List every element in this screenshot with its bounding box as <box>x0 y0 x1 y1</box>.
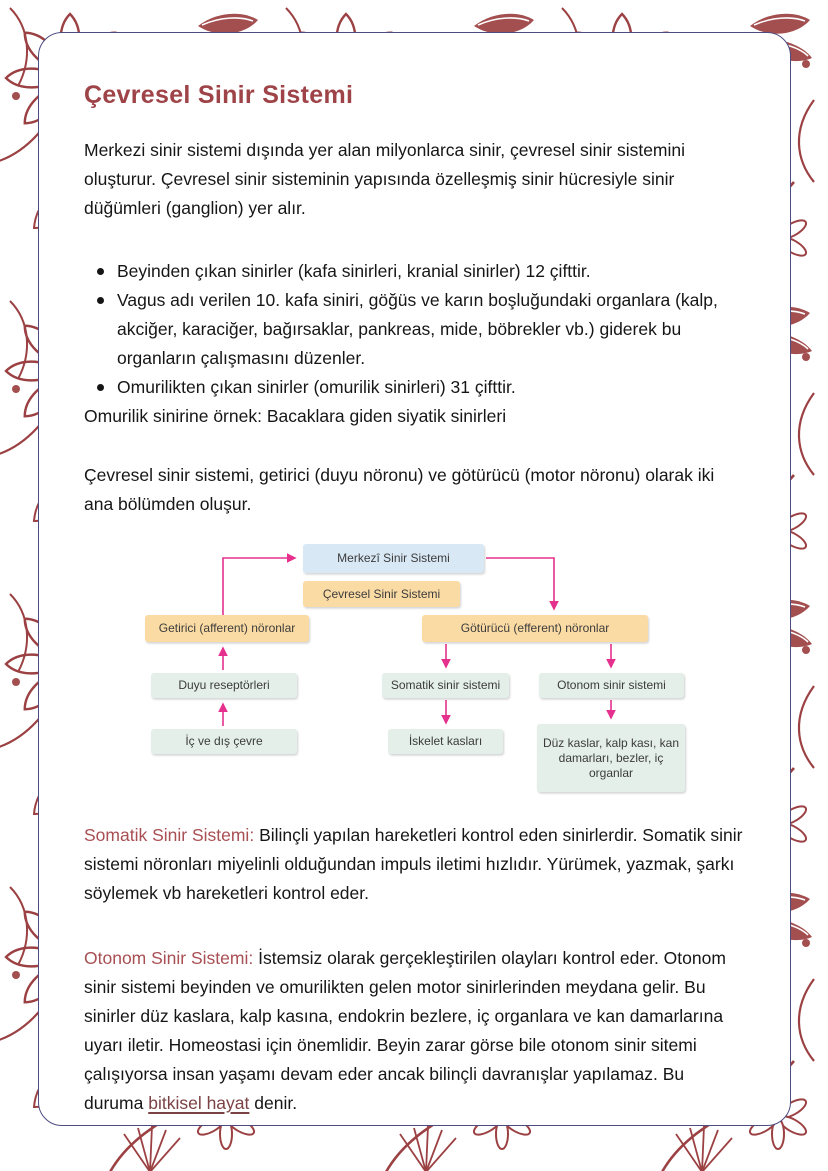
list-item <box>84 257 744 286</box>
bullet-text: Omurilikten çıkan sinirler (omurilik sinirleri) 31 çifttir. <box>117 377 516 397</box>
bullet-text: Vagus adı verilen 10. kafa siniri, göğüs ve karın boşluğundaki organlara (kalp, akciğer, karaciğer, bağırsaklar, pankreas, mide, böbrekler vb.) giderek bu organların çalışmasını düzenler. <box>117 290 718 368</box>
nervous-system-diagram <box>145 541 685 797</box>
list-item <box>84 373 744 402</box>
arrow-down-icon <box>486 558 554 609</box>
page-card <box>38 32 791 1126</box>
diagram-box-receptors: Duyu reseptörleri <box>151 673 297 698</box>
autonomic-text-after: denir. <box>254 1093 298 1113</box>
somatic-text: Bilinçli yapılan hareketleri kontrol eden sinirlerdir. Somatik sinir sistemi nöronları miyelinli olduğundan impuls iletimi hızlıdır. Yürümek, yazmak, şarkı söylemek vb hareketleri kontrol eder. <box>84 825 743 903</box>
autonomic-text-before: İstemsiz olarak gerçekleştirilen olayları kontrol eder. Otonom sinir sistemi beyinden ve omurilikten gelen motor sinirlerinden meydana gelir. Bu sinirler düz kaslara, kalp kasına, endokrin bezlere, iç organlara ve kan damarlarına uyarı iletir. Homeostasi için önemlidir. Beyin zarar görse bile otonom sinir sitemi çalışıyorsa insan yaşamı devam eder ancak bilinçli davranışlar yapılamaz. Bu duruma <box>84 948 726 1113</box>
somatic-label: Somatik Sinir Sistemi: <box>84 825 255 845</box>
diagram-box-somatic: Somatik sinir sistemi <box>382 673 509 698</box>
diagram-box-smooth-muscle: Düz kaslar, kalp kası, kan damarları, bezler, iç organlar <box>537 724 685 792</box>
diagram-box-efferent: Götürücü (efferent) nöronlar <box>422 615 648 642</box>
diagram-box-environment: İç ve dış çevre <box>151 729 297 754</box>
page-title: Çevresel Sinir Sistemi <box>84 81 354 109</box>
diagram-box-afferent: Getirici (afferent) nöronlar <box>145 615 309 642</box>
intro-paragraph: Merkezi sinir sistemi dışında yer alan milyonlarca sinir, çevresel sinir sistemini oluşturur. Çevresel sinir sisteminin yapısında özelleşmiş sinir hücresiyle sinir düğümleri (ganglion) yer alır. <box>84 140 686 218</box>
bullet-text: Beyinden çıkan sinirler (kafa sinirleri, kranial sinirler) 12 çifttir. <box>117 261 591 281</box>
diagram-box-skeletal: İskelet kasları <box>388 729 503 754</box>
diagram-box-peripheral-ns: Çevresel Sinir Sistemi <box>303 581 460 607</box>
division-paragraph: Çevresel sinir sistemi, getirici (duyu nöronu) ve götürücü (motor nöronu) olarak iki ana bölümden oluşur. <box>84 465 715 514</box>
somatic-paragraph <box>84 821 744 908</box>
list-item <box>84 286 744 373</box>
autonomic-label: Otonom Sinir Sistemi: <box>84 948 254 968</box>
arrow-right-icon <box>223 558 295 615</box>
diagram-box-autonomic: Otonom sinir sistemi <box>539 673 684 698</box>
vegetative-state-link[interactable]: bitkisel hayat <box>148 1093 250 1113</box>
bullet-list <box>84 257 744 402</box>
example-line: Omurilik sinirine örnek: Bacaklara giden siyatik sinirleri <box>84 406 507 426</box>
diagram-box-central-ns: Merkezî Sinir Sistemi <box>303 544 484 573</box>
autonomic-paragraph <box>84 944 744 1118</box>
